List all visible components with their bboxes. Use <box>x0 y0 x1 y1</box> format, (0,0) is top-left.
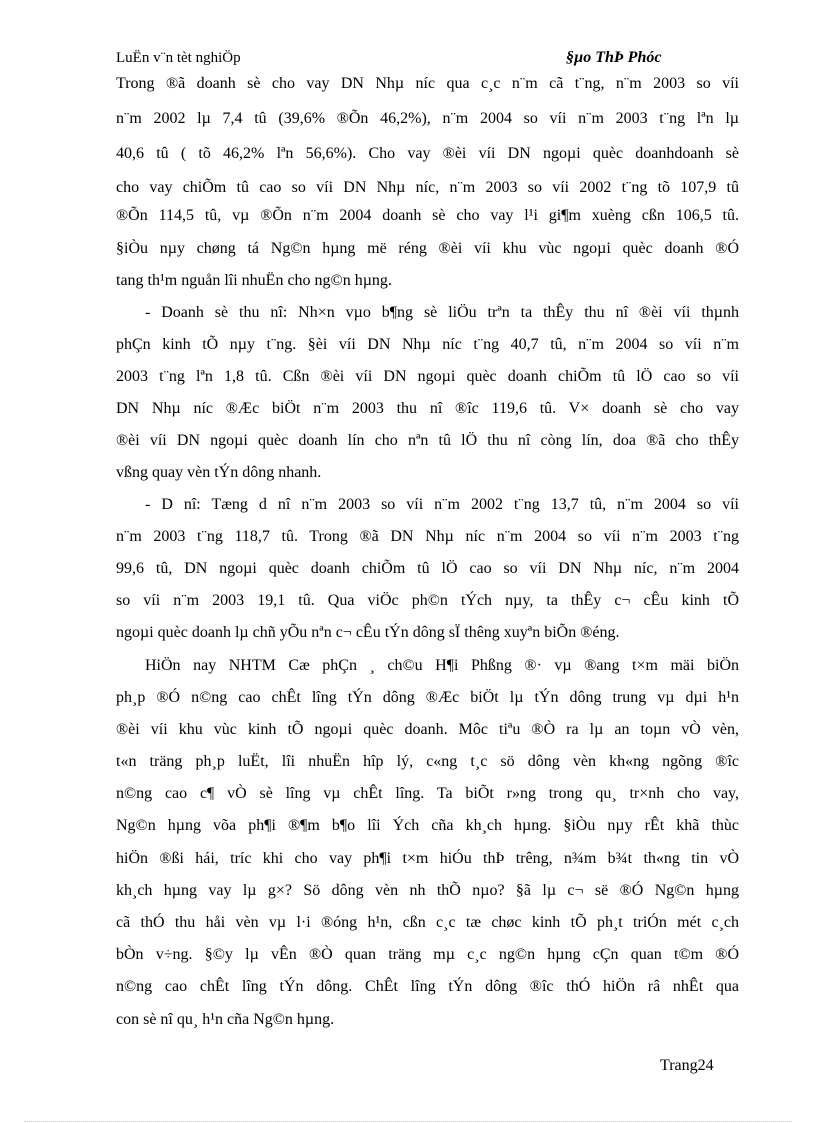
text-line: ph¸p ®Ó n©ng cao chÊt lîng tÝn dông ®Æc biÖt lµ tÝn dông trung vµ dµi h¹n <box>116 689 739 706</box>
text-line: n©ng cao chÊt lîng tÝn dông. ChÊt lîng tÝn dông ®îc thÓ hiÖn râ nhÊt qua <box>116 978 739 995</box>
text-line: con sè nî qu¸ h¹n cña Ng©n hµng. <box>116 1011 335 1028</box>
text-line: 2003 t¨ng lªn 1,8 tû. Cßn ®èi víi DN ngoµi quèc doanh chiÕm tû lÖ cao so víi <box>116 368 739 385</box>
text-line: §iÒu nµy chøng tá Ng©n hµng më réng ®èi víi khu vùc ngoµi quèc doanh ®Ó <box>116 240 739 257</box>
text-line: 99,6 tû, DN ngoµi quèc doanh chiÕm tû lÖ cao so víi DN Nhµ níc, n¨m 2004 <box>116 560 739 577</box>
page-bottom-divider <box>24 1121 792 1122</box>
text-line: bÒn v÷ng. §©y lµ vÊn ®Ò quan träng mµ c¸c ng©n hµng cÇn quan t©m ®Ó <box>116 946 739 963</box>
text-line: t«n träng ph¸p luËt, lîi nhuËn hîp lý, c«ng t¸c sö dông vèn kh«ng ngõng ®îc <box>116 753 739 770</box>
text-line: n¨m 2003 t¨ng 118,7 tû. Trong ®ã DN Nhµ níc n¨m 2004 so víi n¨m 2003 t¨ng <box>116 528 739 545</box>
text-line: - Doanh sè thu nî: Nh×n vµo b¶ng sè liÖu trªn ta thÊy thu nî ®èi víi thµnh <box>145 304 739 321</box>
text-line: - D nî: Tæng d nî n¨m 2003 so víi n¨m 2002 t¨ng 13,7 tû, n¨m 2004 so víi <box>145 496 739 513</box>
text-line: ®èi víi khu vùc kinh tÕ ngoµi quèc doanh. Môc tiªu ®Ò ra lµ an toµn vÒ vèn, <box>116 721 739 738</box>
text-line: cho vay chiÕm tû cao so víi DN Nhµ níc, n¨m 2003 so víi 2002 t¨ng tõ 107,9 tû <box>116 179 739 196</box>
text-line: cã thÓ thu håi vèn vµ l·i ®óng h¹n, cßn c¸c tæ chøc kinh tÕ ph¸t triÓn mét c¸ch <box>116 914 739 931</box>
text-line: DN Nhµ níc ®Æc biÖt n¨m 2003 thu nî ®îc 119,6 tû. V× doanh sè cho vay <box>116 400 739 417</box>
text-line: 40,6 tû ( tõ 46,2% lªn 56,6%). Cho vay ®èi víi DN ngoµi quèc doanhdoanh sè <box>116 145 739 162</box>
text-line: HiÖn nay NHTM Cæ phÇn ¸ ch©u H¶i Phßng ®· vµ ®ang t×m mäi biÖn <box>145 657 739 674</box>
text-line: ngoµi quèc doanh lµ chñ yÕu nªn c¬ cÊu tÝn dông sÏ thêng xuyªn biÕn ®éng. <box>116 624 620 641</box>
running-header-thesis-title: LuËn v¨n tèt nghiÖp <box>116 50 241 66</box>
text-line: tang th¹m nguån lîi nhuËn cho ng©n hµng. <box>116 272 392 289</box>
text-line: ®Õn 114,5 tû, vµ ®Õn n¨m 2004 doanh sè cho vay l¹i gi¶m xuèng cßn 106,5 tû. <box>116 207 739 224</box>
text-line: kh¸ch hµng vay lµ g×? Sö dông vèn nh thÕ nµo? §ã lµ c¬ së ®Ó Ng©n hµng <box>116 882 739 899</box>
text-line: Ng©n hµng võa ph¶i ®¶m b¶o lîi Ých cña kh¸ch hµng. §iÒu nµy rÊt khã thùc <box>116 817 739 834</box>
text-line: so víi n¨m 2003 19,1 tû. Qua viÖc ph©n tÝch nµy, ta thÊy c¬ cÊu kinh tÕ <box>116 592 739 609</box>
page-number: Trang24 <box>660 1057 714 1074</box>
text-line: hiÖn ®ßi hái, tríc khi cho vay ph¶i t×m hiÓu thÞ trêng, n¾m b¾t th«ng tin vÒ <box>116 850 739 867</box>
text-line: phÇn kinh tÕ nµy t¨ng. §èi víi DN Nhµ níc t¨ng 40,7 tû, n¨m 2004 so víi n¨m <box>116 336 739 353</box>
text-line: ®èi víi DN ngoµi quèc doanh lín cho nªn tû lÖ thu nî còng lín, doa ®ã cho thÊy <box>116 432 739 449</box>
text-line: n©ng cao c¶ vÒ sè lîng vµ chÊt lîng. Ta biÕt r»ng trong qu¸ tr×nh cho vay, <box>116 785 739 802</box>
text-line: n¨m 2002 lµ 7,4 tû (39,6% ®Õn 46,2%), n¨m 2004 so víi n¨m 2003 t¨ng lªn lµ <box>116 110 739 127</box>
running-header-author: §µo ThÞ Phóc <box>566 49 662 66</box>
text-line: vßng quay vèn tÝn dông nhanh. <box>116 464 322 481</box>
text-line: Trong ®ã doanh sè cho vay DN Nhµ níc qua c¸c n¨m cã t¨ng, n¨m 2003 so víi <box>116 75 739 92</box>
